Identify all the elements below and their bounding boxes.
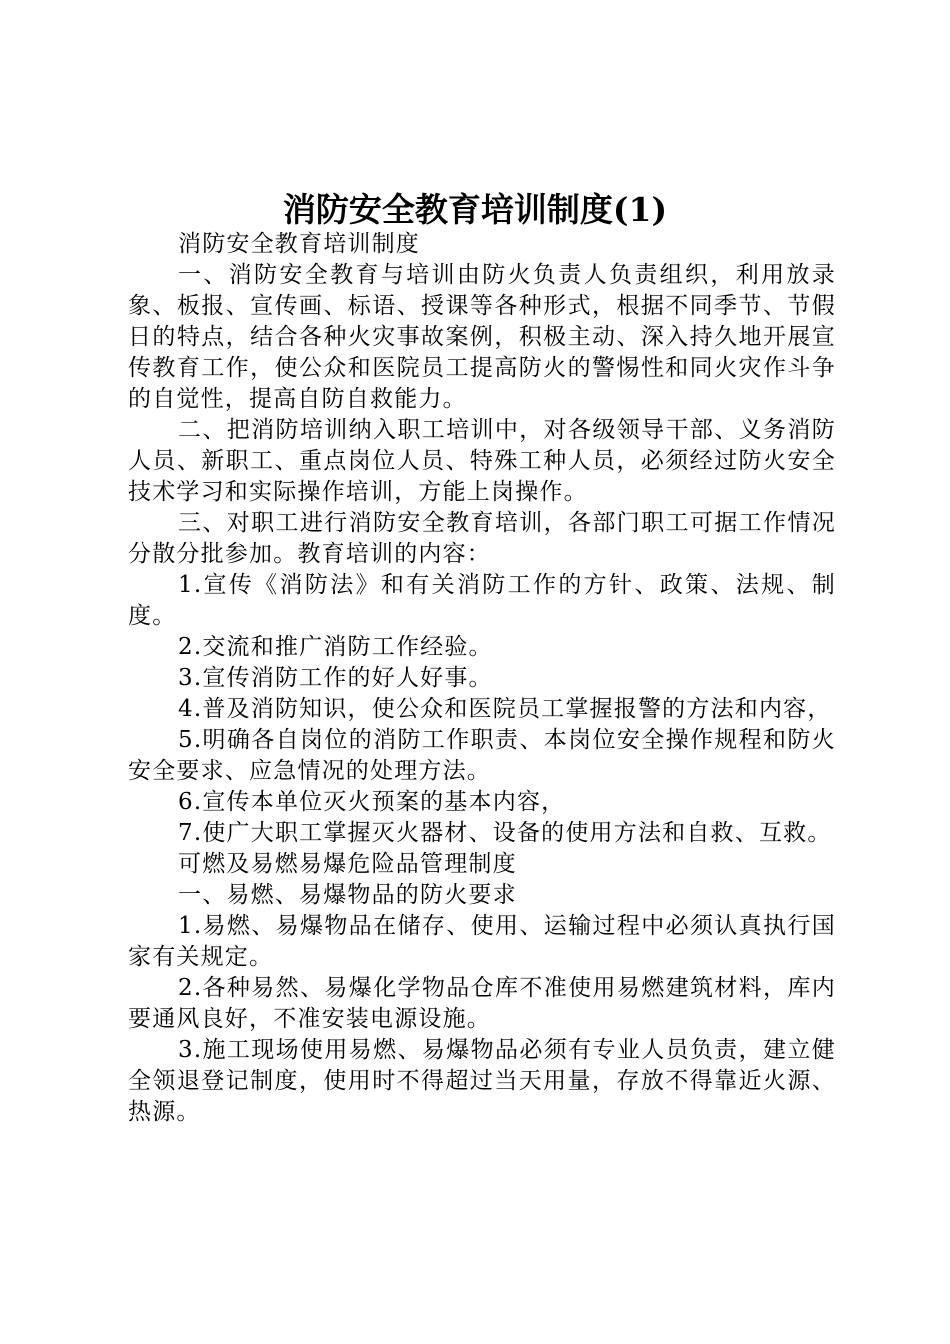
document-body xyxy=(128,229,836,1128)
list-item: 6.宣传本单位灭火预案的基本内容， xyxy=(178,789,566,815)
paragraph: 三、对职工进行消防安全教育培训，各部门职工可据工作情况分散分批参加。教育培训的内容： xyxy=(128,510,836,567)
section-heading: 可燃及易燃易爆危险品管理制度 xyxy=(178,851,517,877)
list-item: 3.宣传消防工作的好人好事。 xyxy=(178,665,493,691)
document-title: 消防安全教育培训制度(1) xyxy=(282,190,668,229)
list-item: 2.各种易然、易爆化学物品仓库不准使用易燃建筑材料，库内要通风良好，不准安装电源设施。 xyxy=(128,975,836,1032)
paragraph: 一、消防安全教育与培训由防火负责人负责组织，利用放录象、板报、宣传画、标语、授课等各种形式，根据不同季节、节假日的特点，结合各种火灾事故案例，积极主动、深入持久地开展宣传教育工作，使公众和医院员工提高防火的警惕性和同火灾作斗争的自觉性，提高自防自救能力。 xyxy=(128,262,836,412)
paragraph: 二、把消防培训纳入职工培训中，对各级领导干部、义务消防人员、新职工、重点岗位人员、特殊工种人员，必须经过防火安全技术学习和实际操作培训，方能上岗操作。 xyxy=(128,417,836,505)
list-item: 5.明确各自岗位的消防工作职责、本岗位安全操作规程和防火安全要求、应急情况的处理方法。 xyxy=(128,727,836,784)
subsection-heading: 一、易燃、易爆物品的防火要求 xyxy=(178,882,517,908)
list-item: 2.交流和推广消防工作经验。 xyxy=(178,634,493,660)
list-item: 3.施工现场使用易燃、易爆物品必须有专业人员负责，建立健全领退登记制度，使用时不得超过当天用量，存放不得靠近火源、热源。 xyxy=(128,1037,836,1125)
list-item: 1.宣传《消防法》和有关消防工作的方针、政策、法规、制度。 xyxy=(128,572,836,629)
list-item: 7.使广大职工掌握灭火器材、设备的使用方法和自救、互救。 xyxy=(178,820,832,846)
list-item: 4.普及消防知识，使公众和医院员工掌握报警的方法和内容， xyxy=(178,696,832,722)
section-heading: 消防安全教育培训制度 xyxy=(178,231,420,257)
list-item: 1.易燃、易爆物品在储存、使用、运输过程中必须认真执行国家有关规定。 xyxy=(128,913,836,970)
